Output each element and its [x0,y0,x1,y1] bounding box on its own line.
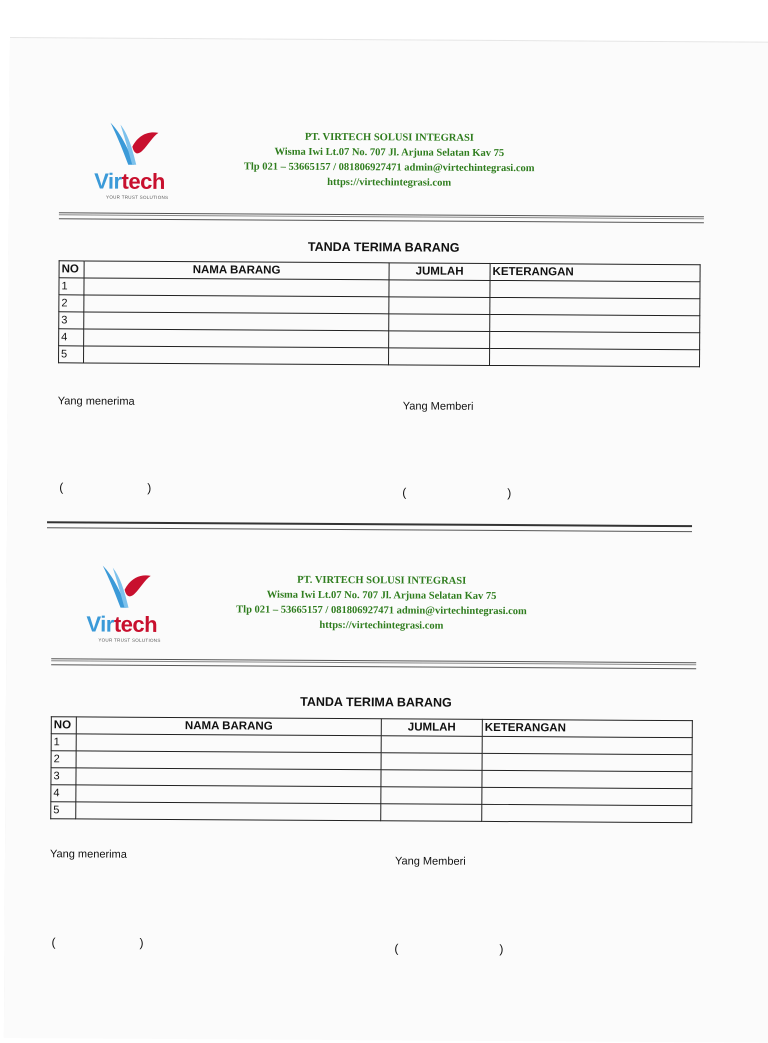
col-no: NO [59,261,84,278]
company-header [224,129,554,191]
header-rule [59,212,704,223]
company-contact: Tlp 021 – 53665157 / 081806927471 admin@virtechintegrasi.com [236,604,527,618]
receiver-sign-open: ( [51,935,56,950]
virtech-logo [84,120,194,201]
receipt-form-bottom [49,563,752,957]
col-nama-barang: NAMA BARANG [84,261,389,280]
receiver-sign-open: ( [59,480,64,495]
company-contact: Tlp 021 – 53665157 / 081806927471 admin@virtechintegrasi.com [243,161,535,175]
table-row: 5 [51,802,692,823]
header-rule [51,658,696,669]
items-table [58,260,701,367]
logo-wordmark: Virtech [94,168,165,194]
giver-label: Yang Memberi [402,400,474,413]
table-row: 5 [59,346,700,367]
col-nama-barang: NAMA BARANG [76,717,381,736]
logo-wordmark: Virtech [86,611,158,637]
table-row: 3 [59,312,700,333]
bird-icon [94,564,154,612]
col-jumlah: JUMLAH [389,263,490,281]
bird-icon [102,121,162,169]
form-title: TANDA TERIMA BARANG [307,239,460,255]
receiver-label: Yang menerima [57,395,135,408]
col-keterangan: KETERANGAN [490,263,700,281]
table-row: 4 [51,785,692,806]
logo-tagline: YOUR TRUST SOLUTIONS [98,637,161,643]
col-no: NO [51,717,76,734]
virtech-logo [76,563,186,644]
form-title: TANDA TERIMA BARANG [300,694,452,710]
logo-tagline: YOUR TRUST SOLUTIONS [106,194,169,200]
giver-sign-close: ) [499,942,504,957]
giver-label: Yang Memberi [394,855,466,868]
table-row: 4 [59,329,700,350]
table-row: 3 [51,768,692,789]
giver-sign-close: ) [507,486,512,501]
receipt-form-top [57,120,759,501]
company-name: PT. VIRTECH SOLUSI INTEGRASI [297,574,467,587]
company-website: https://virtechintegrasi.com [327,176,452,189]
receiver-label: Yang menerima [49,848,127,861]
col-jumlah: JUMLAH [381,719,482,737]
col-keterangan: KETERANGAN [482,719,692,737]
table-row: 2 [59,295,700,316]
receiver-sign-close: ) [147,480,152,495]
items-table [50,716,693,823]
company-website: https://virtechintegrasi.com [319,619,444,632]
giver-sign-open: ( [394,941,399,956]
company-name: PT. VIRTECH SOLUSI INTEGRASI [304,131,474,144]
table-row: 1 [51,734,692,755]
company-header [216,572,546,634]
table-row: 2 [51,751,692,772]
table-row: 1 [59,278,700,299]
company-address: Wisma Iwi Lt.07 No. 707 Jl. Arjuna Selatan Kav 75 [266,589,497,602]
giver-sign-open: ( [402,485,407,500]
form-sheet [4,38,768,1043]
company-address: Wisma Iwi Lt.07 No. 707 Jl. Arjuna Selatan Kav 75 [274,146,505,160]
section-divider [47,521,692,532]
receiver-sign-close: ) [139,935,144,950]
